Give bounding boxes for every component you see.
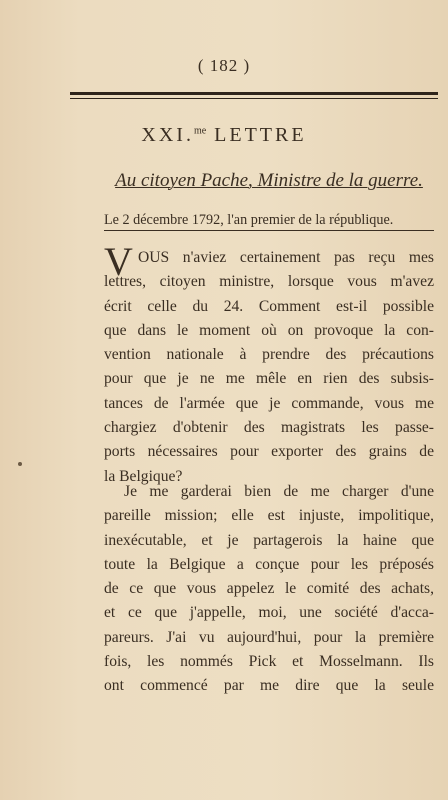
letter-title (0, 124, 448, 147)
drop-cap: V (104, 239, 133, 284)
text-line: lettres, citoyen ministre, lorsque vous m'avez (104, 273, 434, 291)
text-line: de ce que vous appelez le comité des achats, (104, 580, 434, 598)
text-line: écrit celle du 24. Comment est-il possible (104, 297, 434, 315)
paper-speck (18, 462, 22, 466)
text-line: ont commencé par me dire que la seule (104, 677, 434, 695)
text-line: ports nécessaires pour exporter des grains de (104, 443, 434, 461)
text-line: et ce que j'appelle, moi, une société d'acca- (104, 604, 434, 622)
letter-dateline: Le 2 décembre 1792, l'an premier de la république. (104, 212, 434, 231)
letter-title-word: LETTRE (214, 124, 307, 146)
page-number: ( 182 ) (197, 56, 251, 75)
header-rule-thick (70, 92, 438, 95)
text-line: inexécutable, et je partagerois la haine que (104, 531, 434, 549)
text-line: pareurs. J'ai vu aujourd'hui, pour la première (104, 628, 434, 646)
text-line: toute la Belgique a conçue pour les préposés (104, 555, 434, 573)
text-line: pour que je ne me mêle en rien des subsis- (104, 370, 434, 388)
text-line: chargiez d'obtenir des magistrats les passe- (104, 419, 434, 437)
letter-addressee: Au citoyen Pache, Ministre de la guerre. (115, 170, 423, 191)
text-line: que dans le moment où on provoque la con- (104, 321, 434, 339)
letter-title-number: XXI. (141, 124, 194, 146)
text-line: fois, les nommés Pick et Mosselmann. Ils (104, 653, 434, 671)
letter-title-suffix: me (193, 125, 207, 137)
header-rule-thin (70, 98, 438, 99)
text-line: OUS n'aviez certainement pas reçu mes (138, 249, 434, 266)
paragraph-1 (104, 246, 434, 489)
text-line: pareille mission; elle est injuste, impolitique, (104, 507, 434, 525)
paragraph-2 (104, 480, 434, 699)
text-line: tances de l'armée que je commande, vous me (104, 394, 434, 412)
text-line: la Belgique? (104, 467, 183, 485)
text-line: Je me garderai bien de me charger d'une (124, 483, 434, 500)
text-line: vention nationale à prendre des précautions (104, 346, 434, 364)
